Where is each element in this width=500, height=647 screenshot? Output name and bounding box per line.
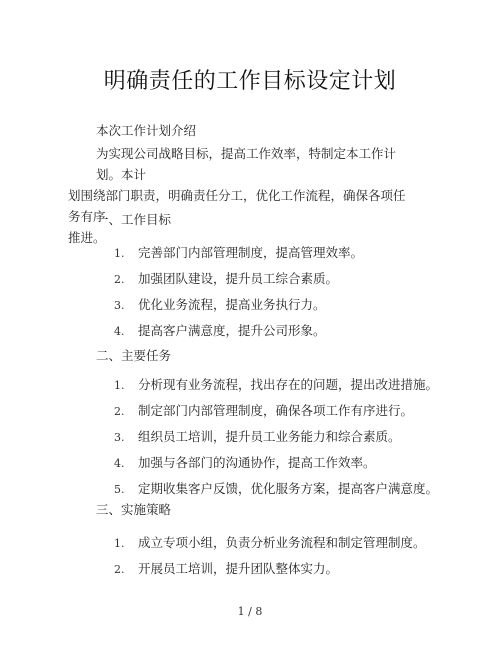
list-item: 1. 分析现有业务流程，找出存在的问题，提出改进措施。 (114, 377, 439, 392)
intro-body-line-2: 划围绕部门职责，明确责任分工，优化工作流程，确保各项任务有序 (68, 188, 406, 224)
list-item: 4. 提高客户满意度，提升公司形象。 (114, 323, 326, 338)
list-item: 4. 加强与各部门的沟通协作，提高工作效率。 (114, 455, 376, 470)
list-item: 2. 加强团队建设，提升员工综合素质。 (114, 271, 339, 286)
list-item: 2. 开展员工培训，提升团队整体实力。 (114, 561, 339, 576)
list-item: 1. 成立专项小组，负责分析业务流程和制定管理制度。 (114, 535, 426, 550)
strategy-list (114, 530, 426, 582)
intro-body (68, 143, 408, 248)
goals-list (114, 240, 414, 344)
list-item: 3. 组织员工培训，提升员工业务能力和综合素质。 (114, 429, 401, 444)
list-item: 1. 完善部门内部管理制度，提高管理效率。 (114, 245, 364, 260)
section-heading-tasks: 二、主要任务 (96, 348, 172, 363)
list-item: 3. 优化业务流程，提高业务执行力。 (114, 297, 326, 312)
tasks-list (114, 372, 439, 502)
list-item: 5. 定期收集客户反馈，优化服务方案，提高客户满意度。 (114, 481, 439, 496)
intro-label: 本次工作计划介绍 (96, 123, 197, 138)
list-item: 2. 制定部门内部管理制度，确保各项工作有序进行。 (114, 403, 414, 418)
section-heading-goals: 一、工作目标 (96, 212, 172, 227)
intro-body-line-3: 推进。 (68, 230, 106, 245)
page-indicator: 1 / 8 (237, 605, 263, 618)
document-title: 明确责任的工作目标设定计划 (103, 69, 397, 94)
section-heading-strategy: 三、实施策略 (96, 502, 172, 517)
intro-body-line-1: 为实现公司战略目标，提高工作效率，特制定本工作计划。本计 (96, 146, 397, 182)
